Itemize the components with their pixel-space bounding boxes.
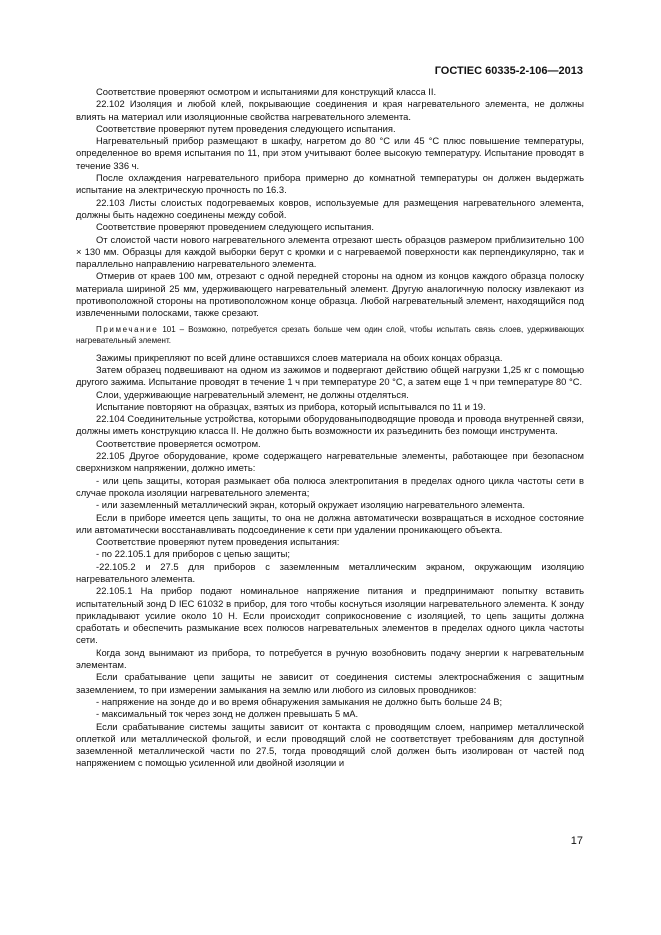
paragraph: Соответствие проверяют проведением следующего испытания. bbox=[96, 221, 374, 233]
paragraph: После охлаждения нагревательного прибора примерно до комнатной температуры он должен выдержать испытание на электрическую прочность по 16.3. bbox=[76, 172, 584, 196]
paragraph: Слои, удерживающие нагревательный элемент, не должны отделяться. bbox=[96, 388, 409, 400]
paragraph: Соответствие проверяют путем проведения следующего испытания. bbox=[96, 122, 396, 134]
paragraph: 22.102 Изоляция и любой клей, покрывающие соединения и края нагревательного элемента, не должны влиять на материал или изоляционные свойства нагревательного элемента. bbox=[76, 98, 584, 122]
standard-designation: ГОСТIEC 60335-2-106—2013 bbox=[434, 65, 583, 77]
paragraph: 22.105 Другое оборудование, кроме содержащего нагревательные элементы, работающее при безопасном сверхнизком напряжении, должно иметь: bbox=[76, 450, 584, 474]
paragraph: Отмерив от краев 100 мм, отрезают с одной передней стороны на одном из концов каждого образца полоску материала шириной 25 мм, удерживающего нагревательный элемент. Другую аналогичную полоску извлекают из противоположной стороны на противоположном конце образца. Любой нагревательный элемент, находящийся под извлеченными полосками, также срезают. bbox=[76, 270, 584, 319]
paragraph: Когда зонд вынимают из прибора, то потребуется в ручную возобновить подачу энергии к нагревательным элементам. bbox=[76, 646, 584, 671]
paragraph: - или цепь защиты, которая размыкает оба полюса электропитания в пределах одного цикла частоты сети в случае прокола изоляции нагревательного элемента; bbox=[76, 474, 584, 498]
page-number: 17 bbox=[570, 835, 583, 847]
paragraph: Затем образец подвешивают на одном из зажимов и подвергают действию общей нагрузки 1,25 кг с помощью другого зажима. Испытание проводят в течение 1 ч при температуре 20 °С, а затем еще 1 ч при температуре 80 °С. bbox=[76, 363, 584, 388]
paragraph: Соответствие проверяют осмотром и испытаниями для конструкций класса II. bbox=[96, 86, 437, 97]
document-body bbox=[76, 86, 584, 770]
paragraph: 22.103 Листы слоистых подогреваемых ковров, используемые для размещения нагревательного элемента, должны быть надежно соединены между собой. bbox=[76, 196, 584, 220]
paragraph: 22.104 Соединительные устройства, которыми оборудованыподводящие провода и провода внутренней связи, должны иметь конструкцию класса II. Не должно быть возможности их разъединить без помощи инструмента. bbox=[76, 413, 584, 437]
paragraph: - напряжение на зонде до и во время обнаружения замыкания не должно быть больше 24 В; bbox=[96, 695, 503, 707]
paragraph: От слоистой части нового нагревательного элемента отрезают шесть образцов размером приблизительно 100 × 130 мм. Образцы для каждой выборки берут с кромки и с нагреваемой поверхности как перпендикулярно, так и параллельно направлению нагревательного элемента. bbox=[76, 233, 584, 270]
note bbox=[76, 324, 584, 346]
paragraph: - или заземленный металлический экран, который окружает изоляцию нагревательного элемента. bbox=[96, 499, 525, 511]
paragraph: Если срабатывание системы защиты зависит от контакта с проводящим слоем, например металлической оплеткой или металлической фольгой, и если проводящий слой не соответствует требованиям для доступной заземленной металлической части по 27.5, тогда проводящий слой должен быть изолирован от частей под напряжением с помощью усиленной или двойной изоляции и bbox=[76, 720, 584, 769]
paragraph: 22.105.1 На прибор подают номинальное напряжение питания и предпринимают попытку вставить испытательный зонд D IEC 61032 в прибор, для того чтобы коснуться изоляции нагревательного элемента. К зонду прикладывают усилие около 10 Н. Если происходит соприкосновение с изоляцией, то цепь защиты должна сработать и обеспечить размыкание всех полюсов нагревательных элементов в пределах одного цикла частоты сети. bbox=[76, 585, 584, 646]
paragraph: Соответствие проверяется осмотром. bbox=[96, 437, 261, 449]
note-text: 101 – Возможно, потребуется срезать больше чем один слой, чтобы испытать связь слоев, удерживающих нагревательный элемент. bbox=[76, 324, 584, 345]
paragraph: - по 22.105.1 для приборов с цепью защиты; bbox=[96, 548, 290, 560]
note-lead: Примечание bbox=[96, 324, 159, 334]
paragraph: -22.105.2 и 27.5 для приборов с заземленным металлическим экраном, окружающим изоляцию нагревательного элемента. bbox=[76, 560, 584, 584]
paragraph: Соответствие проверяют путем проведения испытания: bbox=[96, 536, 340, 548]
paragraph: Нагревательный прибор размещают в шкафу, нагретом до 80 °С или 45 °С плюс повышение температуры, определенное во время испытания по 11, при этом учитывают более высокую температуру. Испытание проводят в течение 336 ч. bbox=[76, 135, 584, 171]
paragraph: Зажимы прикрепляют по всей длине оставшихся слоев материала на обоих концах образца. bbox=[96, 351, 503, 363]
paragraph: Испытание повторяют на образцах, взятых из прибора, который испытывался по 11 и 19. bbox=[96, 400, 486, 412]
paragraph: - максимальный ток через зонд не должен превышать 5 мА. bbox=[96, 708, 359, 720]
paragraph: Если в приборе имеется цепь защиты, то она не должна автоматически возвращаться в исходное состояние или автоматически восстанавливать подсоединение к сети при удалении проникающего объекта. bbox=[76, 511, 584, 535]
paragraph: Если срабатывание цепи защиты не зависит от соединения системы электроснабжения с защитным заземлением, то при измерении замыкания на землю или любого из силовых проводников: bbox=[76, 671, 584, 695]
